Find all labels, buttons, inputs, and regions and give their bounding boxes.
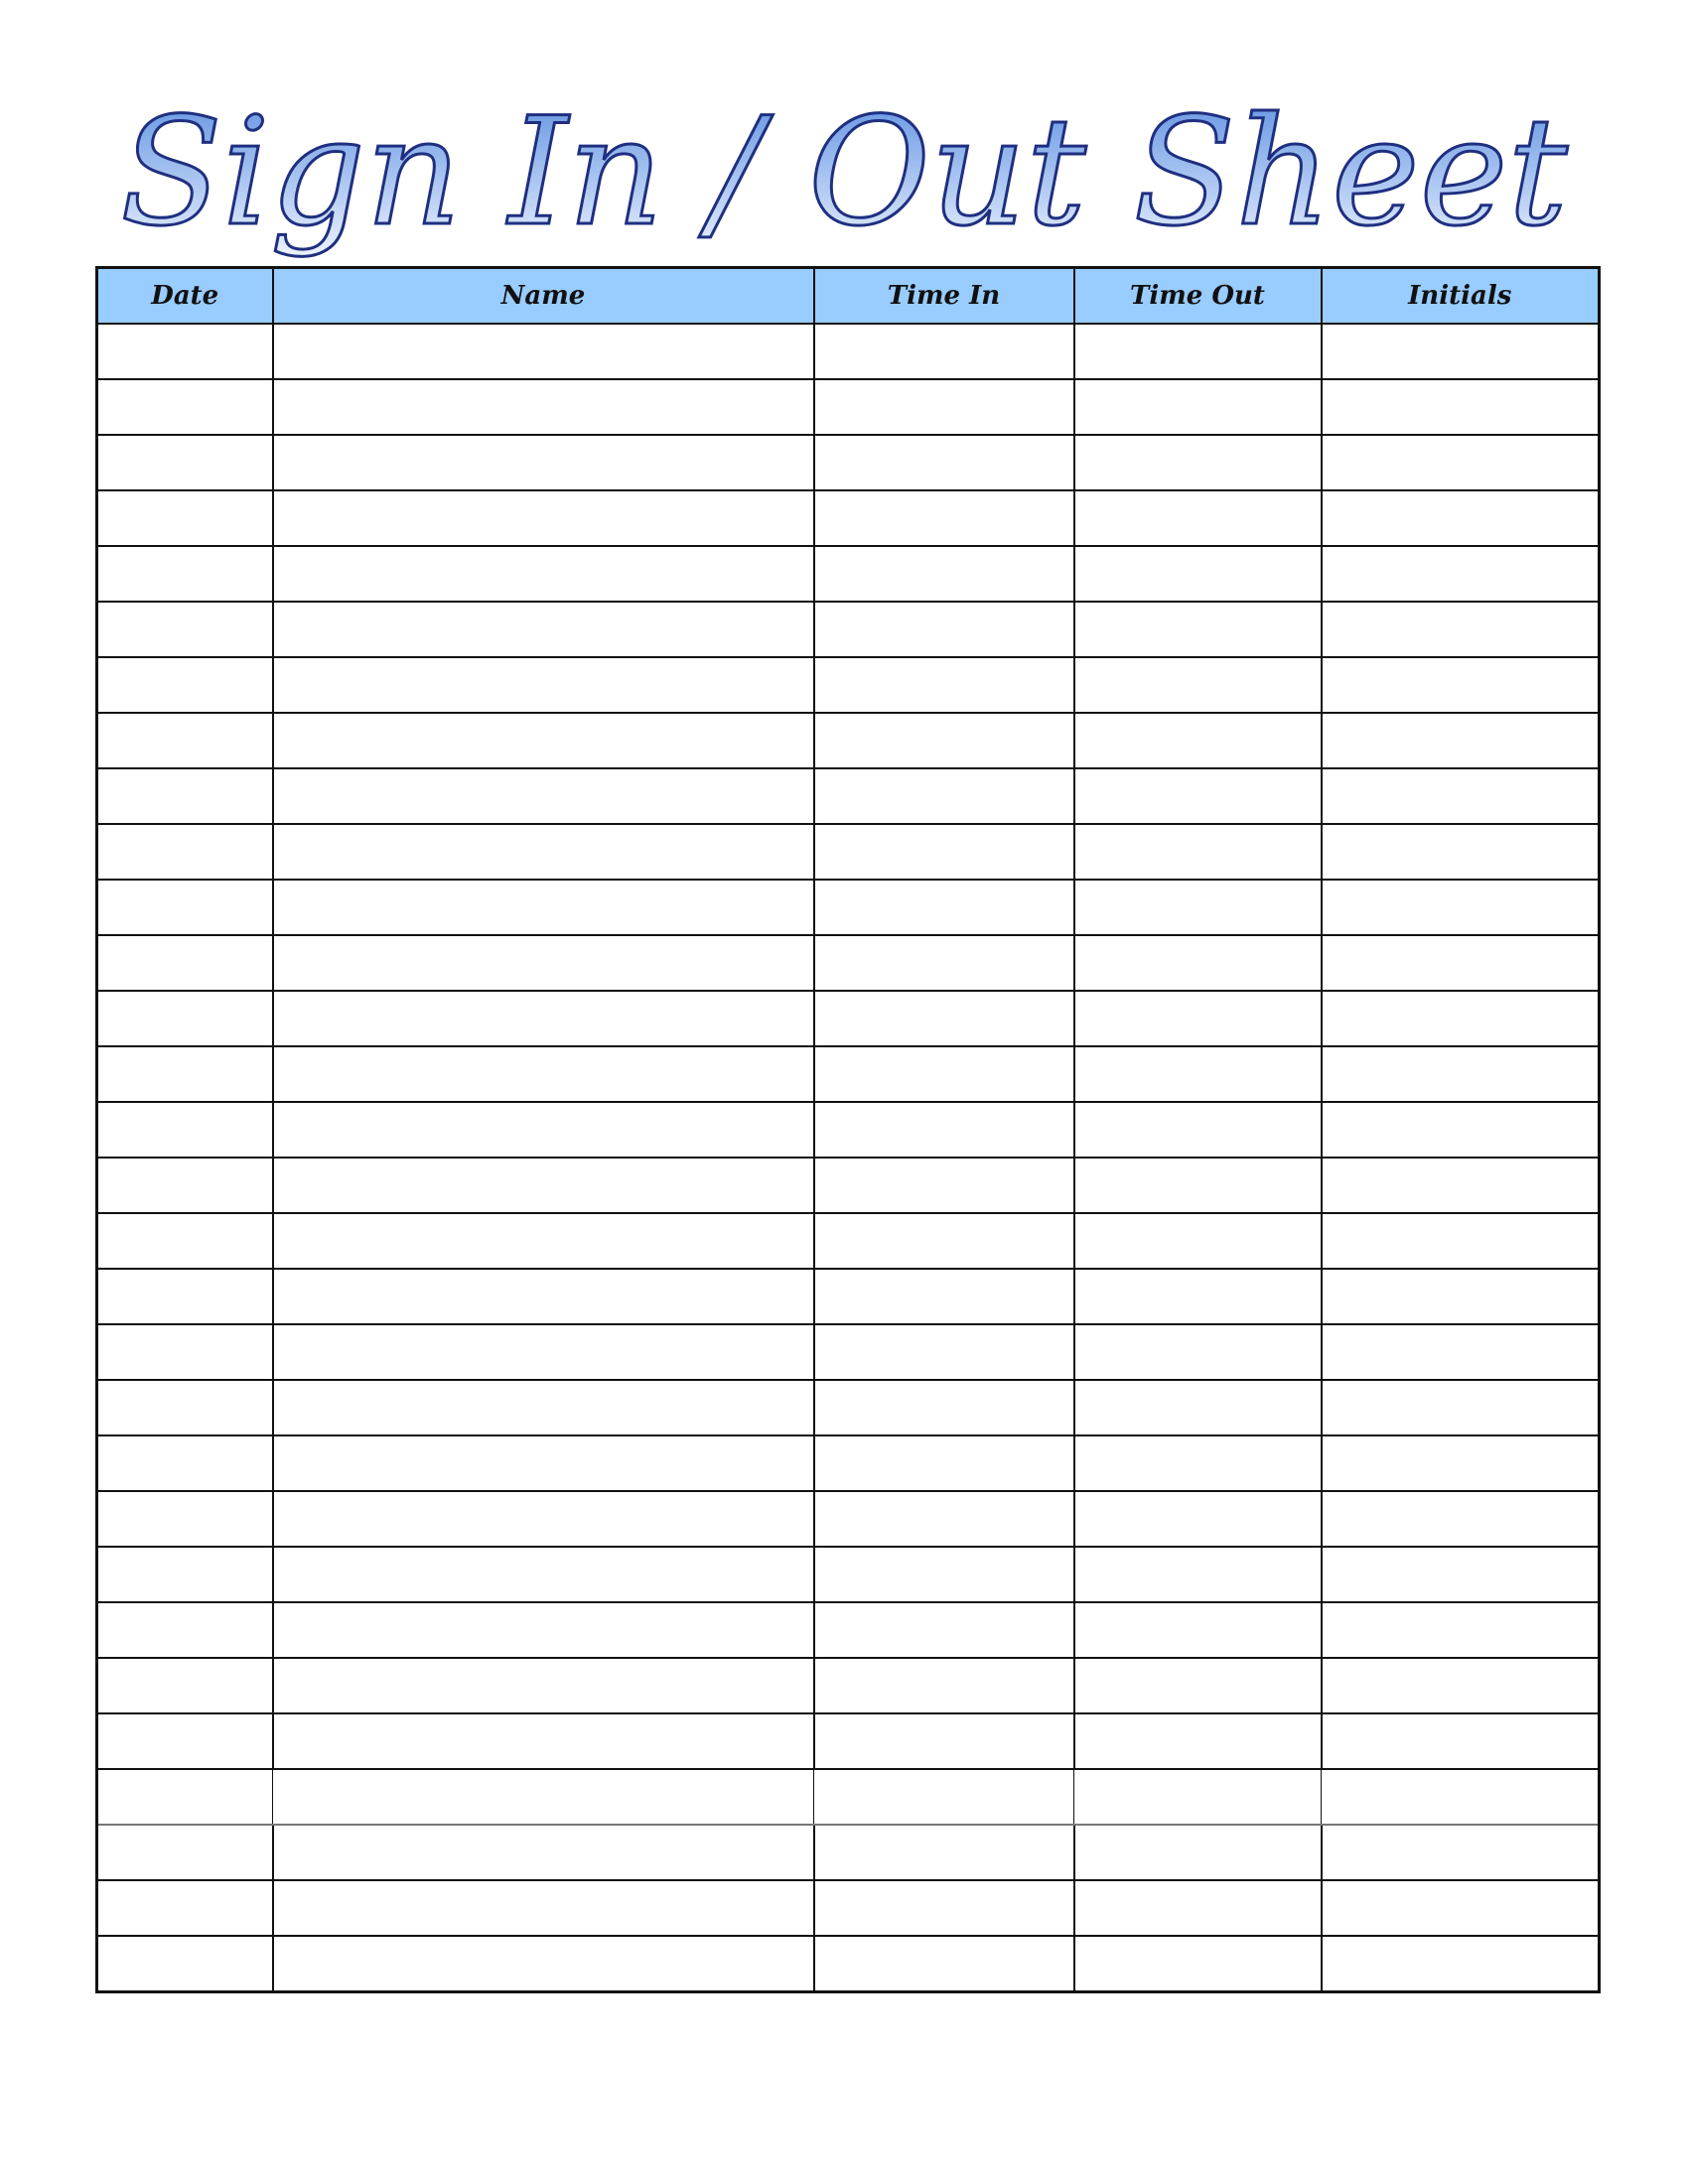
column-header-time-in: Time In	[814, 268, 1074, 325]
sheet-title-graphic	[0, 84, 1688, 283]
table-row	[97, 1102, 1600, 1158]
table-row	[97, 602, 1600, 657]
cell-initials[interactable]	[1322, 1380, 1600, 1435]
cell-time-out[interactable]	[1074, 1880, 1322, 1936]
cell-time-in[interactable]	[814, 1880, 1074, 1936]
cell-name[interactable]	[273, 824, 814, 880]
cell-time-out[interactable]	[1074, 1380, 1322, 1435]
cell-initials[interactable]	[1322, 1158, 1600, 1213]
table-row	[97, 935, 1600, 991]
table-row	[97, 880, 1600, 935]
cell-initials[interactable]	[1322, 490, 1600, 546]
cell-time-in[interactable]	[814, 435, 1074, 490]
cell-time-in[interactable]	[814, 324, 1074, 379]
cell-date[interactable]	[97, 1158, 273, 1213]
cell-date[interactable]	[97, 657, 273, 713]
cell-time-in[interactable]	[814, 1213, 1074, 1269]
cell-initials[interactable]	[1322, 768, 1600, 824]
cell-name[interactable]	[273, 880, 814, 935]
cell-time-out[interactable]	[1074, 1936, 1322, 1992]
cell-time-out[interactable]	[1074, 1547, 1322, 1602]
table-row	[97, 768, 1600, 824]
cell-time-in[interactable]	[814, 379, 1074, 435]
table-row	[97, 490, 1600, 546]
cell-time-out[interactable]	[1074, 1435, 1322, 1491]
cell-time-in[interactable]	[814, 1491, 1074, 1547]
cell-time-in[interactable]	[814, 991, 1074, 1046]
table-row	[97, 1547, 1600, 1602]
cell-date[interactable]	[97, 1380, 273, 1435]
cell-time-out[interactable]	[1074, 1269, 1322, 1324]
cell-time-in[interactable]	[814, 546, 1074, 602]
cell-name[interactable]	[273, 991, 814, 1046]
table-row	[97, 1269, 1600, 1324]
cell-time-out[interactable]	[1074, 935, 1322, 991]
cell-time-in[interactable]	[814, 1435, 1074, 1491]
cell-time-out[interactable]	[1074, 379, 1322, 435]
cell-date[interactable]	[97, 1435, 273, 1491]
cell-time-out[interactable]	[1074, 991, 1322, 1046]
cell-time-in[interactable]	[814, 1658, 1074, 1713]
cell-time-in[interactable]	[814, 490, 1074, 546]
column-header-initials: Initials	[1322, 268, 1600, 325]
cell-initials[interactable]	[1322, 1213, 1600, 1269]
table-header-row	[97, 268, 1600, 325]
cell-date[interactable]	[97, 602, 273, 657]
table-body	[97, 324, 1600, 1992]
cell-time-in[interactable]	[814, 1158, 1074, 1213]
column-header-time-out: Time Out	[1074, 268, 1322, 325]
cell-time-out[interactable]	[1074, 435, 1322, 490]
cell-name[interactable]	[273, 768, 814, 824]
cell-initials[interactable]	[1322, 1324, 1600, 1380]
cell-date[interactable]	[97, 1324, 273, 1380]
cell-name[interactable]	[273, 1380, 814, 1435]
cell-time-in[interactable]	[814, 1547, 1074, 1602]
cell-initials[interactable]	[1322, 713, 1600, 768]
cell-date[interactable]	[97, 1936, 273, 1992]
cell-initials[interactable]	[1322, 546, 1600, 602]
cell-initials[interactable]	[1322, 657, 1600, 713]
cell-date[interactable]	[97, 1713, 273, 1769]
cell-time-in[interactable]	[814, 1269, 1074, 1324]
cell-time-out[interactable]	[1074, 602, 1322, 657]
table-row	[97, 1435, 1600, 1491]
cell-initials[interactable]	[1322, 1269, 1600, 1324]
table-row	[97, 1491, 1600, 1547]
cell-initials[interactable]	[1322, 935, 1600, 991]
cell-date[interactable]	[97, 1102, 273, 1158]
cell-time-in[interactable]	[814, 768, 1074, 824]
cell-initials[interactable]	[1322, 1602, 1600, 1658]
cell-time-in[interactable]	[814, 1713, 1074, 1769]
cell-time-out[interactable]	[1074, 1769, 1322, 1825]
cell-date[interactable]	[97, 324, 273, 379]
cell-initials[interactable]	[1322, 324, 1600, 379]
table-row	[97, 1769, 1600, 1825]
cell-initials[interactable]	[1322, 435, 1600, 490]
cell-initials[interactable]	[1322, 1658, 1600, 1713]
cell-date[interactable]	[97, 546, 273, 602]
cell-name[interactable]	[273, 1213, 814, 1269]
cell-time-out[interactable]	[1074, 713, 1322, 768]
cell-name[interactable]	[273, 1491, 814, 1547]
cell-name[interactable]	[273, 1046, 814, 1102]
cell-time-out[interactable]	[1074, 1213, 1322, 1269]
cell-time-in[interactable]	[814, 880, 1074, 935]
table-row	[97, 1825, 1600, 1880]
cell-time-out[interactable]	[1074, 1658, 1322, 1713]
table-row	[97, 991, 1600, 1046]
cell-time-in[interactable]	[814, 1380, 1074, 1435]
cell-initials[interactable]	[1322, 1769, 1600, 1825]
table-row	[97, 1324, 1600, 1380]
cell-time-in[interactable]	[814, 1769, 1074, 1825]
table-row	[97, 1158, 1600, 1213]
cell-date[interactable]	[97, 1046, 273, 1102]
cell-name[interactable]	[273, 1658, 814, 1713]
cell-date[interactable]	[97, 1269, 273, 1324]
cell-time-out[interactable]	[1074, 1491, 1322, 1547]
table-row	[97, 1380, 1600, 1435]
cell-initials[interactable]	[1322, 1825, 1600, 1880]
cell-initials[interactable]	[1322, 1102, 1600, 1158]
cell-date[interactable]	[97, 1547, 273, 1602]
cell-time-out[interactable]	[1074, 1602, 1322, 1658]
sign-in-out-table	[95, 266, 1601, 1993]
cell-date[interactable]	[97, 880, 273, 935]
cell-time-in[interactable]	[814, 602, 1074, 657]
cell-initials[interactable]	[1322, 1547, 1600, 1602]
cell-time-out[interactable]	[1074, 1324, 1322, 1380]
cell-name[interactable]	[273, 713, 814, 768]
cell-time-out[interactable]	[1074, 1102, 1322, 1158]
cell-time-out[interactable]	[1074, 1825, 1322, 1880]
cell-date[interactable]	[97, 824, 273, 880]
cell-date[interactable]	[97, 991, 273, 1046]
cell-date[interactable]	[97, 935, 273, 991]
cell-name[interactable]	[273, 490, 814, 546]
cell-initials[interactable]	[1322, 602, 1600, 657]
cell-name[interactable]	[273, 435, 814, 490]
cell-date[interactable]	[97, 1213, 273, 1269]
cell-name[interactable]	[273, 1936, 814, 1992]
cell-time-in[interactable]	[814, 1602, 1074, 1658]
table-row	[97, 1658, 1600, 1713]
cell-time-in[interactable]	[814, 1825, 1074, 1880]
table-row	[97, 657, 1600, 713]
cell-name[interactable]	[273, 1713, 814, 1769]
cell-initials[interactable]	[1322, 880, 1600, 935]
cell-initials[interactable]	[1322, 1880, 1600, 1936]
table-row	[97, 1880, 1600, 1936]
table-row	[97, 1046, 1600, 1102]
cell-date[interactable]	[97, 713, 273, 768]
table-row	[97, 324, 1600, 379]
table-row	[97, 435, 1600, 490]
cell-date[interactable]	[97, 1769, 273, 1825]
cell-name[interactable]	[273, 1547, 814, 1602]
cell-name[interactable]	[273, 1602, 814, 1658]
cell-time-in[interactable]	[814, 935, 1074, 991]
cell-time-in[interactable]	[814, 1102, 1074, 1158]
table-row	[97, 1936, 1600, 1992]
cell-name[interactable]	[273, 379, 814, 435]
cell-name[interactable]	[273, 1769, 814, 1825]
table-row	[97, 379, 1600, 435]
cell-time-in[interactable]	[814, 1324, 1074, 1380]
table-row	[97, 824, 1600, 880]
cell-date[interactable]	[97, 1602, 273, 1658]
cell-time-out[interactable]	[1074, 657, 1322, 713]
cell-date[interactable]	[97, 1825, 273, 1880]
cell-time-in[interactable]	[814, 824, 1074, 880]
cell-time-in[interactable]	[814, 1046, 1074, 1102]
table-row	[97, 546, 1600, 602]
cell-name[interactable]	[273, 602, 814, 657]
cell-time-out[interactable]	[1074, 824, 1322, 880]
cell-name[interactable]	[273, 1102, 814, 1158]
cell-initials[interactable]	[1322, 379, 1600, 435]
cell-time-out[interactable]	[1074, 1713, 1322, 1769]
column-header-date: Date	[97, 268, 273, 325]
cell-initials[interactable]	[1322, 824, 1600, 880]
cell-date[interactable]	[97, 379, 273, 435]
table-row	[97, 1213, 1600, 1269]
cell-name[interactable]	[273, 1158, 814, 1213]
cell-name[interactable]	[273, 1880, 814, 1936]
cell-date[interactable]	[97, 768, 273, 824]
cell-name[interactable]	[273, 1269, 814, 1324]
table-row	[97, 713, 1600, 768]
cell-name[interactable]	[273, 1825, 814, 1880]
cell-name[interactable]	[273, 1435, 814, 1491]
cell-name[interactable]	[273, 935, 814, 991]
cell-time-in[interactable]	[814, 713, 1074, 768]
cell-date[interactable]	[97, 435, 273, 490]
cell-date[interactable]	[97, 490, 273, 546]
cell-time-out[interactable]	[1074, 880, 1322, 935]
cell-time-out[interactable]	[1074, 1158, 1322, 1213]
cell-initials[interactable]	[1322, 1491, 1600, 1547]
cell-name[interactable]	[273, 1324, 814, 1380]
cell-initials[interactable]	[1322, 1435, 1600, 1491]
cell-date[interactable]	[97, 1491, 273, 1547]
cell-time-in[interactable]	[814, 1936, 1074, 1992]
cell-name[interactable]	[273, 657, 814, 713]
column-header-name: Name	[273, 268, 814, 325]
cell-initials[interactable]	[1322, 1046, 1600, 1102]
cell-date[interactable]	[97, 1658, 273, 1713]
cell-time-out[interactable]	[1074, 490, 1322, 546]
cell-initials[interactable]	[1322, 991, 1600, 1046]
cell-name[interactable]	[273, 546, 814, 602]
cell-initials[interactable]	[1322, 1936, 1600, 1992]
cell-time-out[interactable]	[1074, 546, 1322, 602]
cell-time-out[interactable]	[1074, 1046, 1322, 1102]
sheet-title	[0, 84, 1688, 283]
cell-time-in[interactable]	[814, 657, 1074, 713]
cell-date[interactable]	[97, 1880, 273, 1936]
sheet-title-text: Sign In / Out Sheet	[120, 86, 1568, 259]
table-row	[97, 1602, 1600, 1658]
cell-time-out[interactable]	[1074, 768, 1322, 824]
table-row	[97, 1713, 1600, 1769]
cell-time-out[interactable]	[1074, 324, 1322, 379]
cell-name[interactable]	[273, 324, 814, 379]
cell-initials[interactable]	[1322, 1713, 1600, 1769]
